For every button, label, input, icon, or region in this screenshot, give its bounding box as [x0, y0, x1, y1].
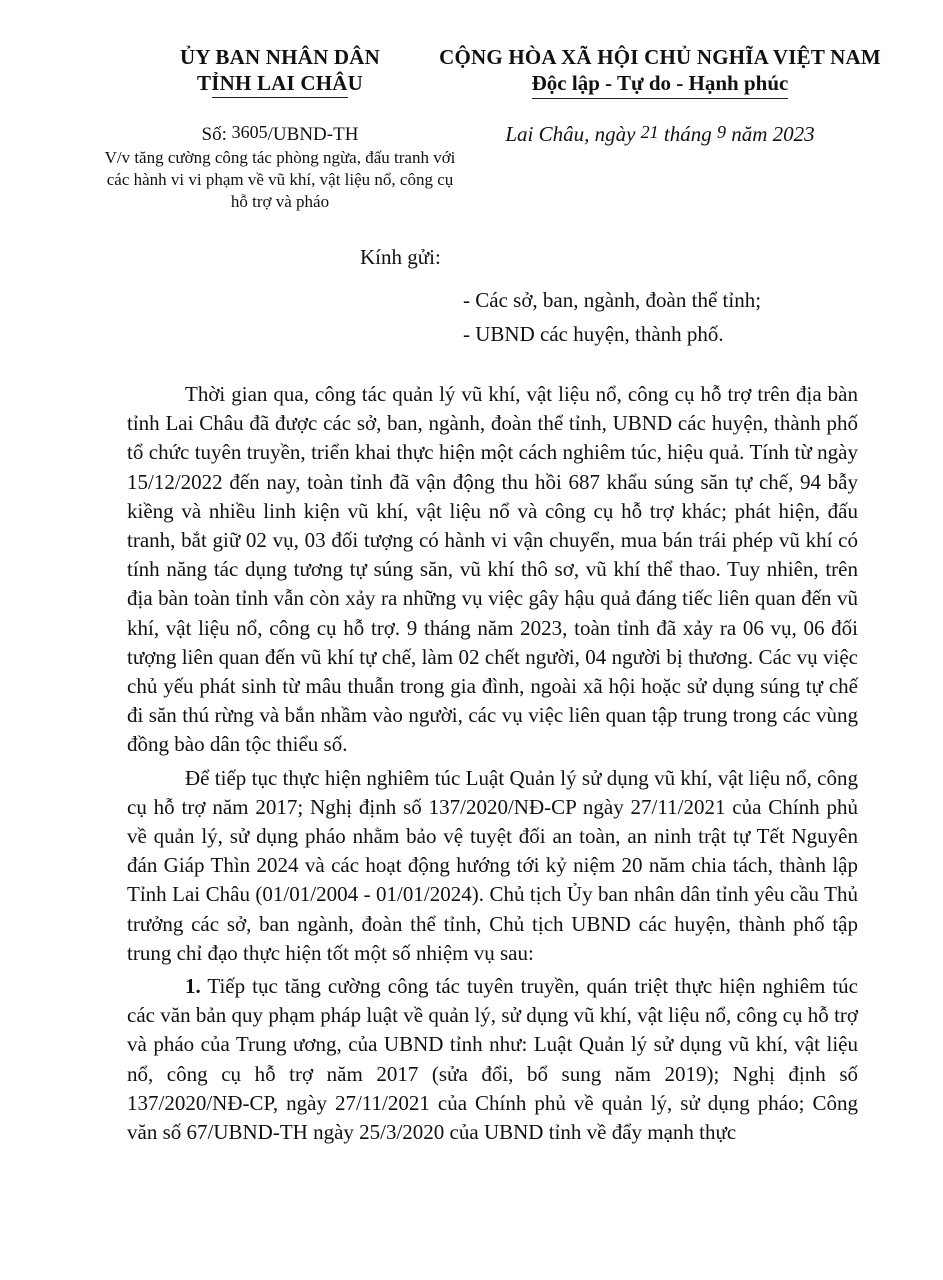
item-number: 1.: [185, 974, 201, 999]
nation-name: CỘNG HÒA XÃ HỘI CHỦ NGHĨA VIỆT NAM: [439, 45, 881, 69]
item-text: Tiếp tục tăng cường công tác tuyên truyền, quán triệt thực hiện nghiêm túc các văn bản quy phạm pháp luật về quản lý, sử dụng vũ khí, vật liệu nổ, công cụ hỗ trợ và pháo của Trung ương, của UBND tỉnh như: Luật Quản lý sử dụng vũ khí, vật liệu nổ, công cụ hỗ trợ năm 2017 (sửa đổi, bổ sung năm 2019); Nghị định số 137/2020/NĐ-CP, ngày 27/11/2021 của Chính phủ về quản lý, sử dụng pháo; Công văn số 67/UBND-TH ngày 25/3/2020 của UBND tỉnh về đẩy mạnh thực: [127, 974, 858, 1145]
national-title: [430, 44, 890, 99]
recipient-item: - UBND các huyện, thành phố.: [463, 322, 724, 346]
numbered-item-1: [127, 972, 858, 1147]
doc-number-suffix: /UBND-TH: [267, 124, 359, 145]
org-underline: [212, 97, 348, 98]
doc-number-value: 3605: [231, 122, 268, 142]
org-line-1: ỦY BAN NHÂN DÂN: [180, 45, 380, 69]
date-year: năm 2023: [731, 122, 815, 146]
document-number: [90, 122, 470, 147]
place-and-date: [470, 120, 850, 149]
date-place: Lai Châu, ngày: [505, 122, 636, 146]
body-paragraph: Thời gian qua, công tác quản lý vũ khí, vật liệu nổ, công cụ hỗ trợ trên địa bàn tỉnh Lai Châu đã được các sở, ban, ngành, đoàn thể tỉnh, UBND các huyện, thành phố tổ chức tuyên truyền, triển khai thực hiện một cách nghiêm túc, hiệu quả. Tính từ ngày 15/12/2022 đến nay, toàn tỉnh đã vận động thu hồi 687 khẩu súng săn tự chế, 94 bẫy kiềng và nhiều linh kiện vũ khí, vật liệu nổ và công cụ hỗ trợ khác; phát hiện, đấu tranh, bắt giữ 02 vụ, 03 đối tượng có hành vi vận chuyển, mua bán trái phép vũ khí có tính năng tác dụng tương tự súng săn, vũ khí thô sơ, vũ khí thể thao. Tuy nhiên, trên địa bàn toàn tỉnh vẫn còn xảy ra những vụ việc gây hậu quả đáng tiếc liên quan đến vũ khí, vật liệu nổ, công cụ hỗ trợ. 9 tháng năm 2023, toàn tỉnh đã xảy ra 06 vụ, 06 đối tượng liên quan đến vũ khí tự chế, làm 02 chết người, 04 người bị thương. Các vụ việc chủ yếu phát sinh từ mâu thuẫn trong gia đình, ngoài xã hội hoặc sử dụng súng tự chế đi săn thú rừng và bắn nhầm vào người, các vụ việc liên quan tập trung trong các vùng đồng bào dân tộc thiểu số.: [127, 382, 858, 757]
body-paragraph: Để tiếp tục thực hiện nghiêm túc Luật Quản lý sử dụng vũ khí, vật liệu nổ, công cụ hỗ trợ năm 2017; Nghị định số 137/2020/NĐ-CP ngày 27/11/2021 của Chính phủ về quản lý, sử dụng pháo nhằm bảo vệ tuyệt đối an toàn, an ninh trật tự Tết Nguyên đán Giáp Thìn 2024 và các hoạt động hướng tới kỷ niệm 20 năm chia tách, thành lập Tỉnh Lai Châu (01/01/2004 - 01/01/2024). Chủ tịch Ủy ban nhân dân tỉnh yêu cầu Thủ trưởng các sở, ban ngành, đoàn thể tỉnh, Chủ tịch UBND các huyện, thành phố tập trung chỉ đạo thực hiện tốt một số nhiệm vụ sau:: [127, 765, 858, 965]
doc-number-prefix: Số:: [201, 124, 227, 145]
date-month-label: tháng: [663, 122, 712, 146]
document-subject: V/v tăng cường công tác phòng ngừa, đấu tranh với các hành vi vi phạm về vũ khí, vật liệu nổ, công cụ hỗ trợ và pháo: [104, 148, 456, 211]
org-line-2: TỈNH LAI CHÂU: [197, 71, 363, 95]
document-body: [127, 380, 858, 1151]
national-motto: Độc lập - Tự do - Hạnh phúc: [532, 70, 789, 99]
greeting: Kính gửi:: [360, 245, 441, 269]
issuing-authority: [90, 44, 470, 98]
recipient-list: [463, 283, 761, 351]
recipient-item: - Các sở, ban, ngành, đoàn thể tỉnh;: [463, 288, 762, 312]
date-month: 9: [717, 122, 726, 142]
date-day: 21: [640, 122, 659, 142]
